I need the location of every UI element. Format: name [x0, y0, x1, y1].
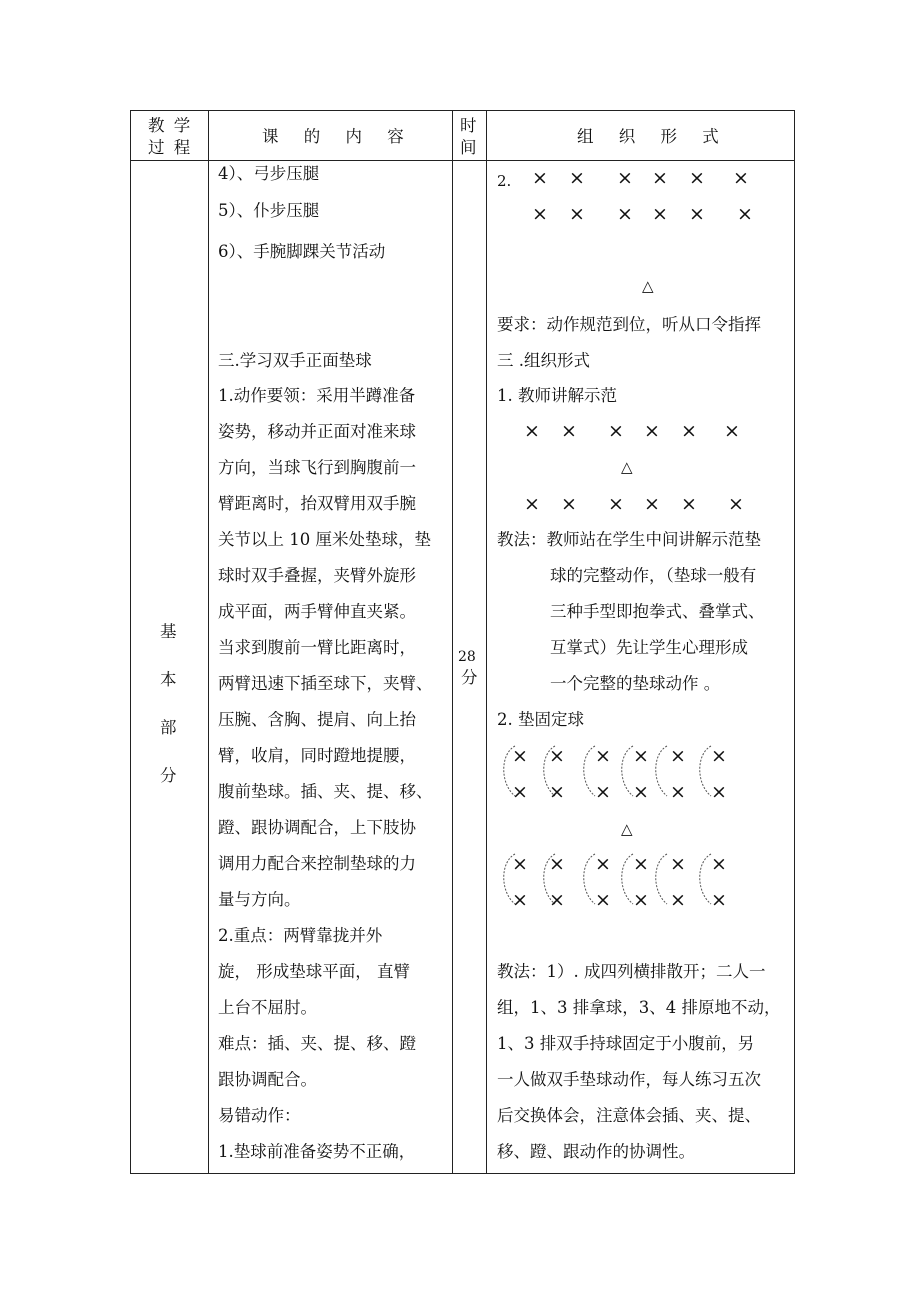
student-cross: × [670, 853, 686, 875]
method-2-line: 教法：1）. 成四列横排散开；二人一 [497, 962, 766, 981]
student-cross: × [711, 781, 727, 803]
stage-char-2: 本 [160, 670, 177, 689]
content-line: 旋， 形成垫球平面， 直臂 [218, 962, 410, 981]
student-cross: × [633, 889, 649, 911]
student-cross: × [633, 781, 649, 803]
student-cross: × [737, 203, 753, 225]
student-cross: × [512, 889, 528, 911]
header-content: 课 的 内 容 [262, 127, 414, 146]
method-2-line: 1、3 排双手持球固定于小腹前，另 [497, 1034, 755, 1053]
content-line: 压腕、含胸、提肩、向上抬 [218, 710, 416, 729]
method-1-line: 三种手型即抱拳式、叠掌式、 [550, 602, 765, 621]
content-line: 球时双手叠握，夹臂外旋形 [218, 566, 416, 585]
content-line: 当求到腹前一臂比距离时， [218, 638, 416, 657]
content-line: 易错动作： [218, 1106, 301, 1125]
teacher-triangle: △ [621, 820, 633, 838]
method-2-line: 后交换体会，注意体会插、夹、提、 [497, 1106, 761, 1125]
student-cross: × [617, 167, 633, 189]
student-cross: × [595, 889, 611, 911]
content-line: 跟协调配合。 [218, 1070, 317, 1089]
student-cross: × [711, 745, 727, 767]
requirement-text: 要求：动作规范到位，听从口令指挥 [497, 315, 761, 334]
student-cross: × [524, 420, 540, 442]
student-cross: × [711, 889, 727, 911]
student-cross: × [549, 745, 565, 767]
content-line: 腹前垫球。插、夹、提、移、 [218, 782, 433, 801]
student-cross: × [728, 493, 744, 515]
teacher-triangle: △ [621, 458, 633, 476]
method-1-line: 球的完整动作，（垫球一般有 [550, 566, 757, 585]
content-line: 方向，当球飞行到胸腹前一 [218, 458, 416, 477]
student-cross: × [512, 781, 528, 803]
step-2-title: 2. 垫固定球 [497, 710, 584, 729]
time-unit: 分 [461, 668, 478, 687]
student-cross: × [549, 889, 565, 911]
content-line: 蹬、跟协调配合，上下肢协 [218, 818, 416, 837]
content-line: 量与方向。 [218, 890, 301, 909]
student-cross: × [617, 203, 633, 225]
student-cross: × [652, 203, 668, 225]
content-line: 臂距离时，抬双臂用双手腕 [218, 494, 416, 513]
col-divider-2 [452, 110, 453, 1174]
header-organization: 组 织 形 式 [577, 127, 729, 146]
content-line: 两臂迅速下插至球下，夹臂、 [218, 674, 433, 693]
method-2-line: 移、蹬、跟动作的协调性。 [497, 1142, 695, 1161]
content-line: 2.重点：两臂靠拢并外 [218, 926, 383, 945]
student-cross: × [670, 781, 686, 803]
student-cross: × [724, 420, 740, 442]
method-2-line: 一人做双手垫球动作，每人练习五次 [497, 1070, 761, 1089]
student-cross: × [512, 745, 528, 767]
stage-char-3: 部 [160, 718, 177, 737]
student-cross: × [711, 853, 727, 875]
content-line: 姿势，移动并正面对准来球 [218, 422, 416, 441]
section-3-title: 三 .组织形式 [497, 351, 590, 370]
content-line: 1.动作要领：采用半蹲准备 [218, 386, 416, 405]
stage-char-1: 基 [160, 622, 177, 641]
formation-2-label: 2. [497, 172, 512, 190]
content-line: 难点：插、夹、提、移、蹬 [218, 1034, 416, 1053]
header-time-line2: 间 [460, 138, 477, 157]
student-cross: × [549, 781, 565, 803]
content-line: 臂，收肩，同时蹬地提腰， [218, 746, 416, 765]
student-cross: × [561, 420, 577, 442]
col-divider-1 [208, 110, 209, 1174]
method-1-line: 互掌式）先让学生心理形成 [550, 638, 748, 657]
student-cross: × [561, 493, 577, 515]
student-cross: × [670, 889, 686, 911]
method-2-line: 组，1、3 排拿球，3、4 排原地不动， [497, 998, 781, 1017]
student-cross: × [652, 167, 668, 189]
step-1-title: 1. 教师讲解示范 [497, 386, 617, 405]
content-line: 三.学习双手正面垫球 [218, 351, 372, 370]
content-line: 上台不屈肘。 [218, 998, 317, 1017]
stage-char-4: 分 [160, 766, 177, 785]
student-cross: × [689, 203, 705, 225]
student-cross: × [595, 745, 611, 767]
col-divider-3 [486, 110, 487, 1174]
teacher-triangle: △ [642, 277, 654, 295]
content-line: 1.垫球前准备姿势不正确， [218, 1142, 416, 1161]
student-cross: × [524, 493, 540, 515]
student-cross: × [569, 167, 585, 189]
content-line: 调用力配合来控制垫球的力 [218, 854, 416, 873]
student-cross: × [532, 203, 548, 225]
time-value: 28 [458, 649, 476, 665]
method-1-line: 教法：教师站在学生中间讲解示范垫 [497, 530, 761, 549]
header-time-line1: 时 [460, 116, 477, 135]
student-cross: × [633, 745, 649, 767]
content-line: 4）、弓步压腿 [218, 164, 320, 183]
student-cross: × [644, 420, 660, 442]
student-cross: × [532, 167, 548, 189]
student-cross: × [608, 493, 624, 515]
student-cross: × [644, 493, 660, 515]
student-cross: × [733, 167, 749, 189]
content-line: 关节以上 10 厘米处垫球，垫 [218, 530, 431, 549]
content-line: 6）、手腕脚踝关节活动 [218, 242, 386, 261]
student-cross: × [595, 781, 611, 803]
student-cross: × [595, 853, 611, 875]
student-cross: × [549, 853, 565, 875]
content-line: 成平面，两手臂伸直夹紧。 [218, 602, 416, 621]
header-process-line2: 过 程 [148, 138, 193, 157]
student-cross: × [670, 745, 686, 767]
student-cross: × [689, 167, 705, 189]
student-cross: × [512, 853, 528, 875]
student-cross: × [569, 203, 585, 225]
student-cross: × [608, 420, 624, 442]
content-line: 5）、仆步压腿 [218, 201, 320, 220]
student-cross: × [633, 853, 649, 875]
student-cross: × [681, 493, 697, 515]
method-1-line: 一个完整的垫球动作 。 [550, 674, 721, 693]
header-divider [130, 160, 795, 161]
header-process-line1: 教 学 [148, 116, 193, 135]
student-cross: × [681, 420, 697, 442]
